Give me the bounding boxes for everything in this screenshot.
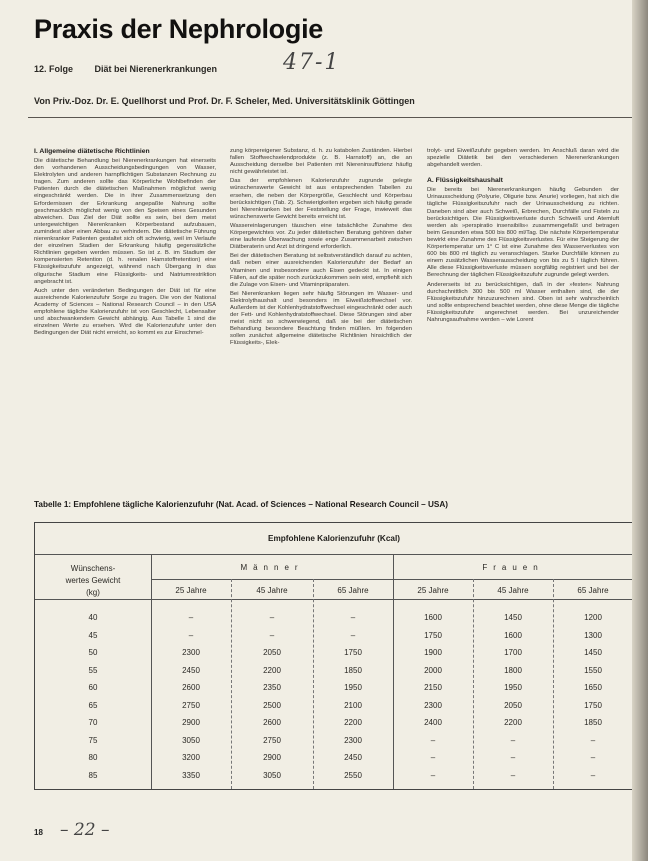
- calorie-table: [34, 522, 634, 790]
- table-cell: 2050: [263, 648, 281, 657]
- table-cell: 1600: [504, 630, 522, 640]
- table-cell: 3200: [182, 753, 200, 762]
- table-cell: –: [510, 735, 516, 745]
- table-cell: –: [430, 770, 436, 780]
- binder-edge: [632, 0, 648, 861]
- weight-header: [35, 563, 151, 599]
- table-cell: 2600: [182, 683, 200, 692]
- table-cell: 1200: [584, 613, 602, 622]
- table-cell: 1700: [504, 648, 522, 657]
- weight-cell: 50: [88, 648, 98, 657]
- weight-cell: 55: [88, 665, 98, 675]
- table-cell: 2400: [424, 718, 442, 727]
- series-number: 12. Folge: [34, 64, 74, 74]
- table-cell: 2550: [344, 770, 362, 780]
- table-cell: 3050: [263, 770, 281, 780]
- text-column-1: [34, 148, 216, 339]
- table-cell: 1750: [424, 630, 442, 640]
- table-cell: –: [430, 753, 436, 762]
- table-cell: 2450: [344, 753, 362, 762]
- table-cell: 2600: [263, 718, 281, 727]
- series-line: [34, 64, 217, 74]
- table-cell: 1450: [504, 613, 522, 622]
- paragraph: trolyt- und Eiweißzufuhr gegeben werden. Im Anschluß daran wird die spezielle Diätetik bei den verschiedenen Nierenerkrankungen abgehandelt werden.: [427, 148, 619, 169]
- table-cell: 2100: [344, 700, 362, 710]
- table-cell: 2900: [182, 718, 200, 727]
- weight-header-line: wertes Gewicht: [65, 576, 121, 585]
- table-cell: –: [510, 770, 516, 780]
- men-group-header: Männer: [240, 563, 304, 572]
- weight-cell: 65: [88, 700, 98, 710]
- weight-cell: 80: [88, 753, 98, 762]
- table-cell: –: [350, 630, 356, 640]
- age-header: 45 Jahre: [497, 586, 529, 595]
- table-cell: 1850: [344, 665, 362, 675]
- section-heading: A. Flüssigkeitshaushalt: [427, 177, 503, 185]
- table-divider: [35, 599, 633, 600]
- table-cell: 2300: [424, 700, 442, 710]
- table-cell: –: [590, 770, 596, 780]
- table-cell: 2200: [344, 718, 362, 727]
- paragraph: Bei der diätetischen Beratung ist selbstverständlich darauf zu achten, daß neben einer ausreichenden Kalorienzufuhr der Bedarf an Vitaminen und insbesondere auch Eisen gedeckt ist. In einigen Fällen, auf die später noch zurückzukommen sein wird, empfiehlt sich die Zulage von Eisen- und Vitaminpräparaten.: [230, 253, 412, 288]
- table-cell: 1950: [504, 683, 522, 692]
- table-cell: –: [188, 613, 194, 622]
- paragraph: Auch unter den veränderten Bedingungen der Diät ist für eine ausreichende Kalorienzufuhr Sorge zu tragen. Die von der National Academy of Sciences – National Research Council – in den USA empfohlene tägliche Kalorienzufuhr ist von Geschlecht, Lebensalter und abschwankendem Gewicht abhängig. Aus Tabelle 1 sind die einzelnen Werte zu ersehen. Wird die Kalorienzufuhr unter den Bedingungen der Diät nicht erreicht, so kommt es zur Einschmel-: [34, 287, 216, 337]
- table-cell: 2750: [263, 735, 281, 745]
- paragraph: Die bereits bei Nierenerkrankungen häufig Gebunden der Urinausscheidung (Polyurie, Oligurie bzw. Anurie) vorliegen, hat sich die tägliche Flüssigkeitszufuhr nach der Urinausscheidung zu richten. Daneben sind aber auch Schweiß, Erbrechen, Durchfälle und Fisteln zu berücksichtigen. Die Flüssigkeitsverluste durch Schweiß und Atemluft werden als »perspiratio insensibilis« zusammengefaßt und betragen beim Gesunden etwa 500 bis 800 ml/Tag. Die nächste Körpertemperatur bewirkt eine Zunahme des Flüssigkeitsverlustes. Für eine Steigerung der Körpertemperatur um 1° C ist eine Zunahme des Wasserverlustes von 600 bis 800 ml täglich zu veranschlagen. Starke Durchfälle können zu einem zusätzlichen Wasserausscheidung von bis zu 5 l täglich führen. Alle diese Flüssigkeitsverluste müssen sorgfältig registriert und bei der Berechnung der täglichen Flüssigkeitszufuhr zugrunde gelegt werden.: [427, 187, 619, 279]
- page-number: 18: [34, 828, 43, 837]
- weight-header-line: (kg): [86, 588, 100, 597]
- table-cell: 1600: [424, 613, 442, 622]
- paragraph: Andererseits ist zu berücksichtigen, daß in der »festen« Nahrung durchschnittlich 300 bis 500 ml Wasser enthalten sind, die der Flüssigkeitszufuhr hinzuzurechnen sind. Oben ist sehr wahrscheinlich und sollte entsprechend beachtet werden, ohne diese Menge die tägliche Flüssigkeitszufuhr angerechnet werden. Bei unzureichender Nahrungsaufnahme werden – wie Lorent: [427, 281, 619, 323]
- paragraph: Das der empfohlenen Kalorienzufuhr zugrunde gelegte wünschenswerte Gewicht ist aus entsprechenden Tabellen zu ersehen, die neben der Körpergröße, Geschlecht und Körperbau berücksichtigen (Tab. 2). Schwierigkeiten ergeben sich häufig gerade bei Nierenkranken bei der Feststellung der Frage, inwieweit das wünschenswerte Gewicht bereits erreicht ist.: [230, 178, 412, 220]
- table-cell: –: [430, 735, 436, 745]
- table-cell: 2350: [263, 683, 281, 692]
- table-cell: 3350: [182, 770, 200, 780]
- paragraph: Bei Nierenkranken liegen sehr häufig Störungen im Wasser- und Elektrolythaushalt und besonders im Eiweißstoffwechsel vor. Außerdem ist der Kohlenhydratstoffwechsel eingeschränkt oder auch der Fett- und Kohlenhydratstoffwechsel. Diese Störungen sind aber meist nicht so schwerwiegend, daß sie bei der diätetischen Behandlung besondere Beachtung finden müßten. Im folgenden sollen zunächst allgemeine diätetische Richtlinien hinsichtlich der Flüssigkeits-, Elek-: [230, 290, 412, 347]
- table-header: Empfohlene Kalorienzufuhr (Kcal): [35, 523, 633, 555]
- handwritten-note: 47-1: [283, 50, 341, 75]
- handwritten-page-note: – 22 –: [60, 820, 110, 840]
- series-topic: Diät bei Nierenerkrankungen: [94, 64, 218, 74]
- table-cell: –: [350, 613, 356, 622]
- age-header: 25 Jahre: [175, 586, 207, 595]
- table-cell: 2050: [504, 700, 522, 710]
- table-cell: 1650: [584, 683, 602, 692]
- section-heading: I. Allgemeine diätetische Richtlinien: [34, 148, 150, 155]
- women-group-header: Frauen: [482, 563, 544, 572]
- table-cell: 2150: [424, 683, 442, 692]
- weight-cell: 75: [88, 735, 98, 745]
- table-cell: 2750: [182, 700, 200, 710]
- table-cell: –: [269, 630, 275, 640]
- table-cell: 1550: [584, 665, 602, 675]
- table-cell: 1850: [584, 718, 602, 727]
- table-cell: 1900: [424, 648, 442, 657]
- age-header: 65 Jahre: [337, 586, 369, 595]
- table-cell: 2200: [504, 718, 522, 727]
- table-cell: –: [269, 613, 275, 622]
- weight-cell: 70: [88, 718, 98, 727]
- paragraph: Wassereinlagerungen täuschen eine tatsächliche Zunahme des Körpergewichtes vor. Zu jeder diätetischen Beratung gehören daher eine laufende Überwachung sowie enge Zusammenarbeit zwischen Diätberaterin und Arzt ist dringend erforderlich.: [230, 222, 412, 251]
- text-column-2: [230, 148, 412, 350]
- weight-cell: 45: [88, 630, 98, 640]
- weight-header-line: Wünschens-: [70, 564, 116, 573]
- table-cell: 1800: [504, 665, 522, 675]
- table-cell: 2200: [263, 665, 281, 675]
- paragraph: Die diätetische Behandlung bei Nierenerkrankungen hat einerseits den vorhandenen Ausscheidungsbedingungen von Wasser, Elektrolyten und anderen harnpflichtigen Substanzen Rechnung zu tragen. Zum anderen sollte das Körperliche Wohlbefinden der Patienten durch die diätetischen Maßnahmen möglichst wenig eingeschränkt werden. Die in ihrer Zusammensetzung den Erfordernissen der Erkrankung angepaßte Nahrung sollte geschmacklich möglichst wenig von den Speisen eines Gesunden abweichen. Das Ziel der Diät sollte es sein, bei dem meist untergewichtigen Nierenkranken Körperbestand aufzubauen, zumindest aber einen Abbau zu verhindern. Die diätetische Führung nierenkranker Patienten gestaltet sich oft schwierig, weil im Verlaufe der einzelnen Stadien der Erkrankung häufig gegensätzliche Richtlinien gegeben werden müssen. So ist z. B. im Stadium der kompensierten Retention (d. h. renalen Harnstoffretention) eine Flüssigkeitszufuhr angezeigt, während nach Übergang in das oligurische Stadium eine Flüssigkeits- und Natriumrestriktion angebracht ist.: [34, 158, 216, 285]
- table-cell: 1750: [344, 648, 362, 657]
- text-column-3: [427, 148, 619, 326]
- table-cell: 2000: [424, 665, 442, 675]
- table-cell: 1950: [344, 683, 362, 692]
- weight-cell: 60: [88, 683, 98, 692]
- table-cell: 2300: [344, 735, 362, 745]
- table-cell: 1750: [584, 700, 602, 710]
- header-divider: [28, 117, 638, 118]
- paragraph: zung körpereigener Substanz, d. h. zu katabolen Zuständen. Hierbei fallen Stoffwechselendprodukte (z. B. Harnstoff) an, die an Ausscheidung derselbe bei Patienten mit Niereninsuffizienz häufig nicht gewährleistet ist.: [230, 148, 412, 176]
- age-header: 65 Jahre: [577, 586, 609, 595]
- table-divider: [151, 579, 633, 580]
- table-cell: 2450: [182, 665, 200, 675]
- table-cell: –: [590, 753, 596, 762]
- author-line: Von Priv.-Doz. Dr. E. Quellhorst und Prof. Dr. F. Scheler, Med. Universitätsklinik Göttingen: [34, 96, 415, 106]
- age-header: 45 Jahre: [256, 586, 288, 595]
- age-header: 25 Jahre: [417, 586, 449, 595]
- weight-cell: 85: [88, 770, 98, 780]
- table-cell: 1450: [584, 648, 602, 657]
- page-title: Praxis der Nephrologie: [34, 14, 323, 44]
- table-cell: 1300: [584, 630, 602, 640]
- weight-cell: 40: [88, 613, 98, 622]
- table-cell: –: [188, 630, 194, 640]
- table-caption: Tabelle 1: Empfohlene tägliche Kalorienzufuhr (Nat. Acad. of Sciences – National Research Council – USA): [34, 500, 449, 509]
- table-cell: 2300: [182, 648, 200, 657]
- table-cell: 2900: [263, 753, 281, 762]
- table-cell: –: [590, 735, 596, 745]
- table-cell: 2500: [263, 700, 281, 710]
- table-cell: –: [510, 753, 516, 762]
- table-cell: 3050: [182, 735, 200, 745]
